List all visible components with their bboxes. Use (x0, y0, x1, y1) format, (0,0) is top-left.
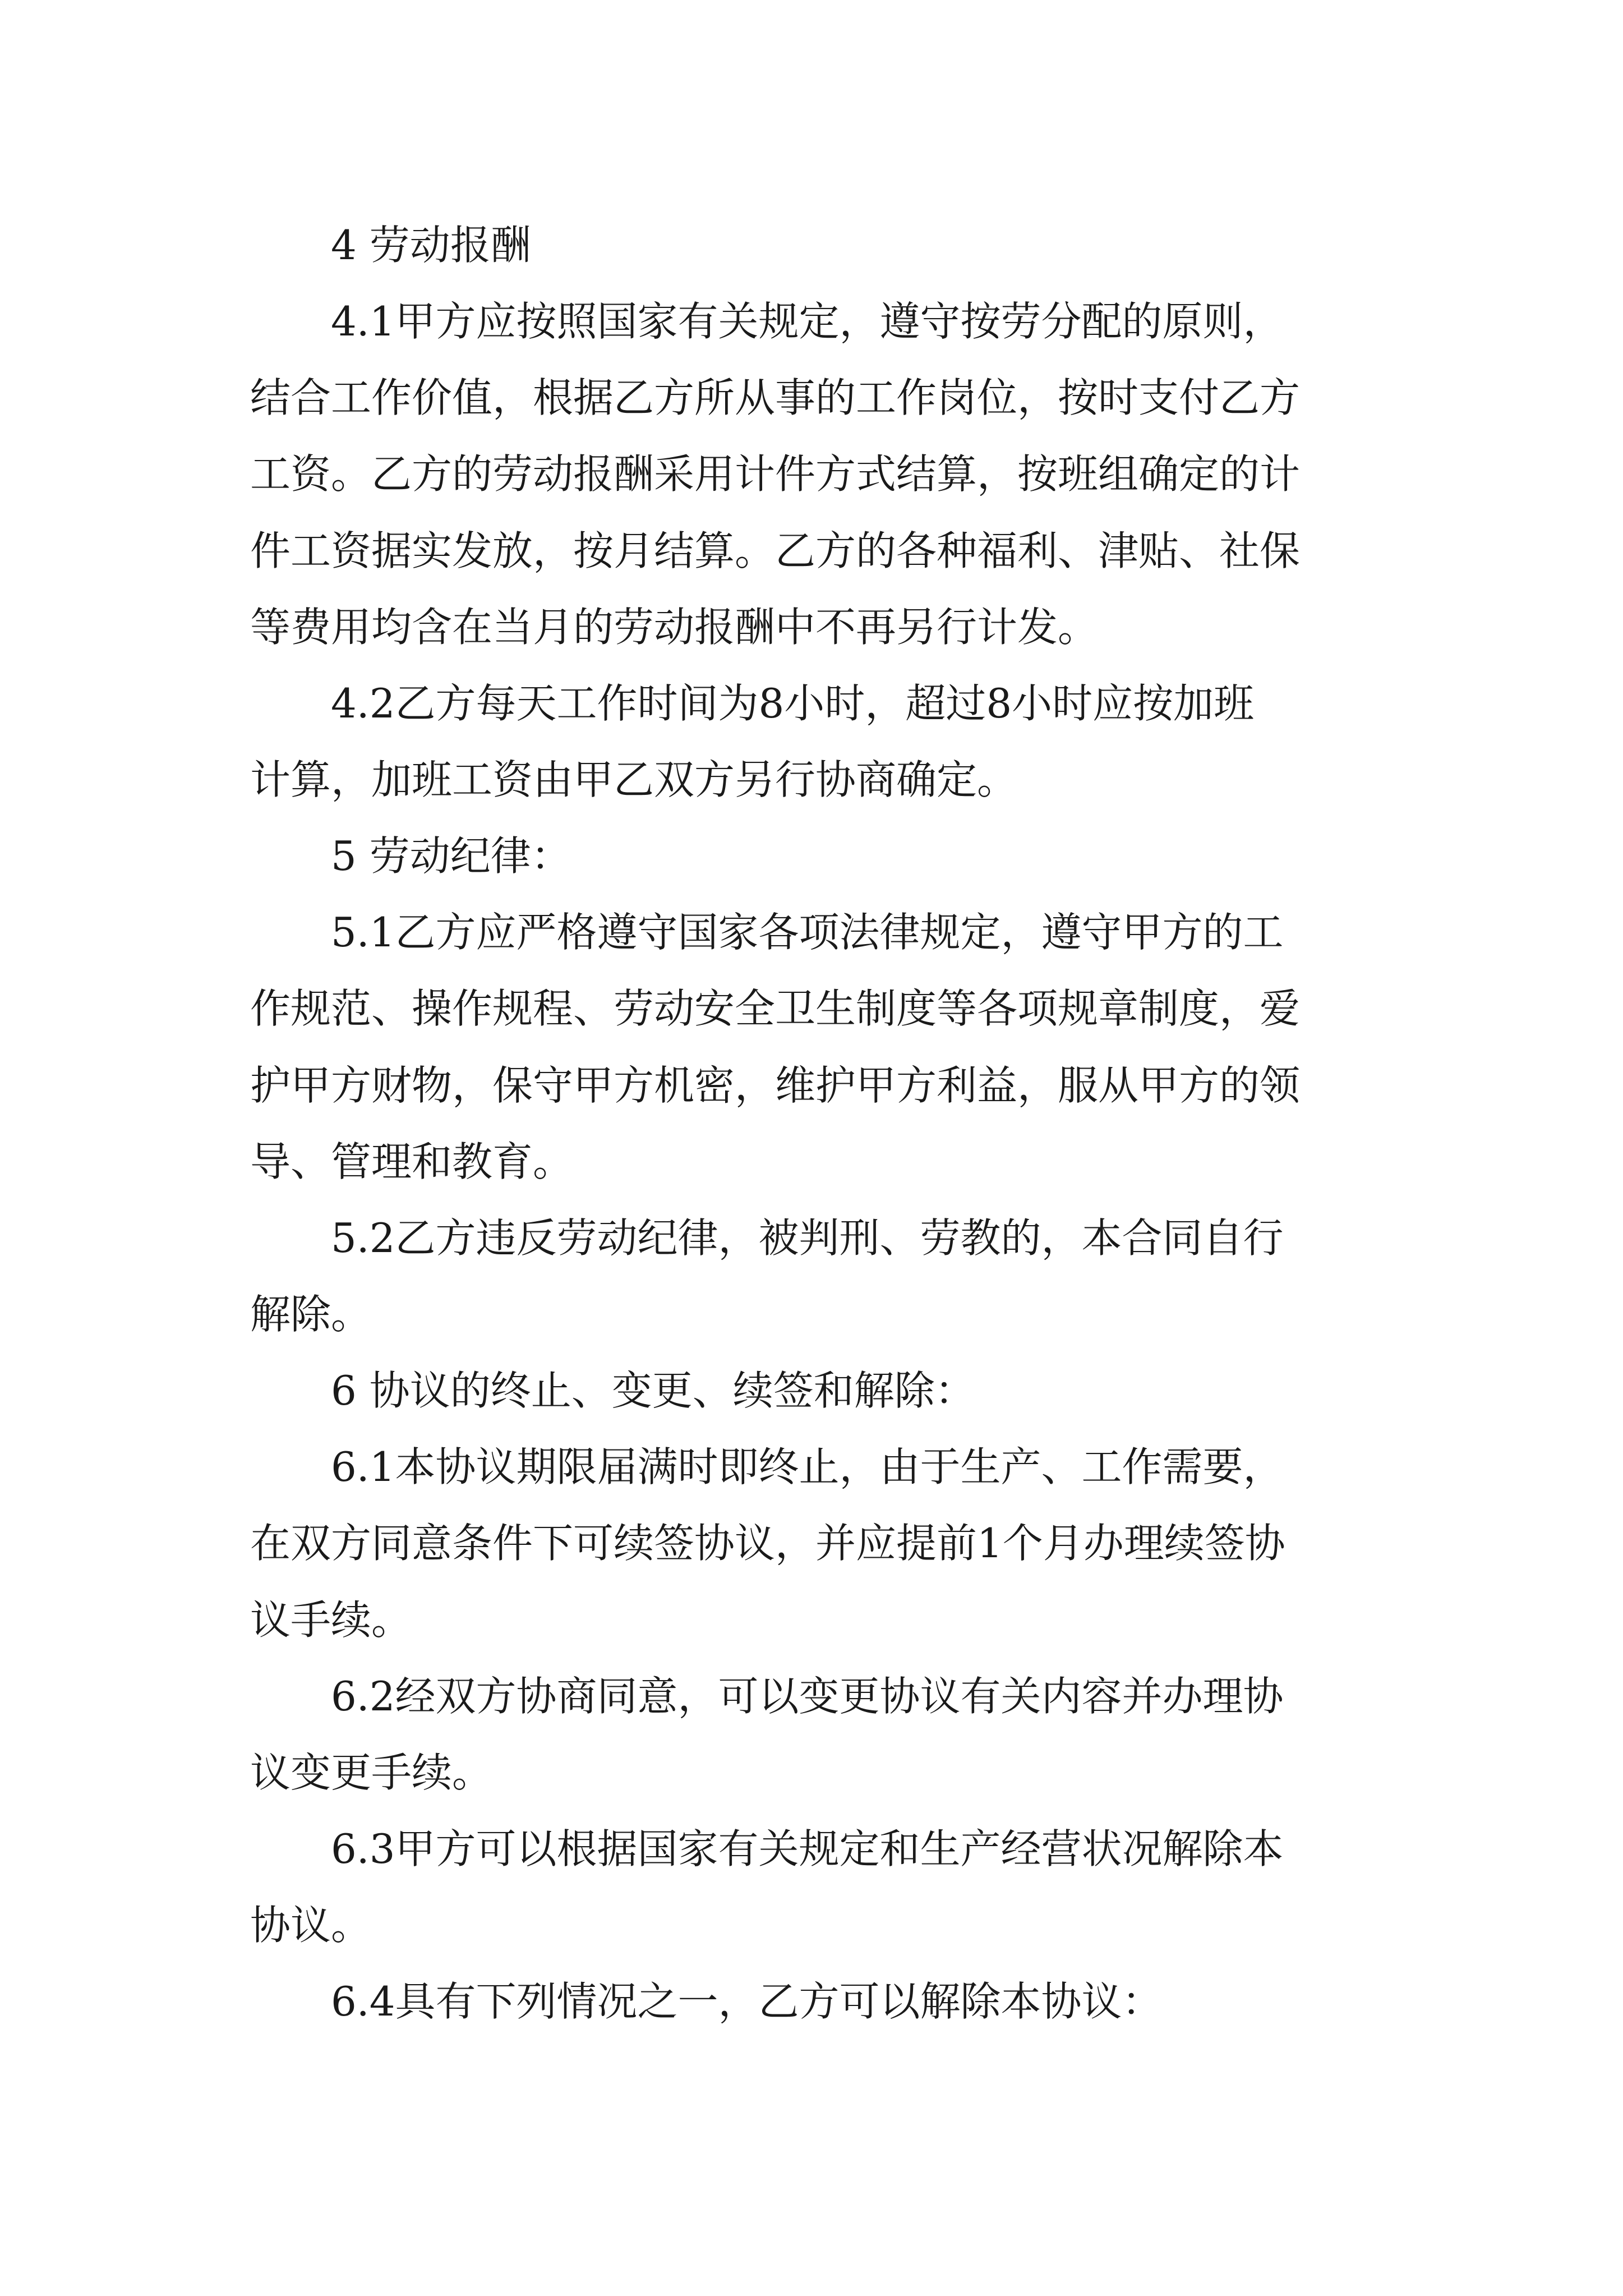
paragraph-line: 6.4具有下列情况之一，乙方可以解除本协议： (331, 1978, 1163, 2025)
paragraph-line: 议变更手续。 (250, 1749, 493, 1796)
paragraph-line: 作规范、操作规程、劳动安全卫生制度等各项规章制度，爱 (250, 985, 1301, 1032)
paragraph-line: 5.1乙方应严格遵守国家各项法律规定，遵守甲方的工 (331, 909, 1284, 956)
section-heading-4: 4 劳动报酬 (331, 222, 531, 269)
paragraph-line: 工资。乙方的劳动报酬采用计件方式结算，按班组确定的计 (250, 450, 1301, 498)
paragraph-line: 解除。 (250, 1291, 372, 1338)
section-heading-6: 6 协议的终止、变更、续签和解除： (331, 1367, 975, 1414)
paragraph-line: 议手续。 (250, 1596, 412, 1644)
paragraph-line: 6.3甲方可以根据国家有关规定和生产经营状况解除本 (331, 1825, 1284, 1872)
paragraph-line: 导、管理和教育。 (250, 1138, 574, 1185)
paragraph-line: 协议。 (250, 1902, 372, 1949)
section-heading-5: 5 劳动纪律： (331, 832, 571, 880)
paragraph-line: 6.1本协议期限届满时即终止，由于生产、工作需要， (331, 1443, 1284, 1490)
paragraph-line: 件工资据实发放，按月结算。乙方的各种福利、津贴、社保 (250, 527, 1301, 574)
paragraph-line: 护甲方财物，保守甲方机密，维护甲方利益，服从甲方的领 (250, 1062, 1301, 1109)
paragraph-line: 计算，加班工资由甲乙双方另行协商确定。 (250, 756, 1018, 803)
paragraph-line: 结合工作价值，根据乙方所从事的工作岗位，按时支付乙方 (250, 374, 1301, 421)
paragraph-line: 5.2乙方违反劳动纪律，被判刑、劳教的，本合同自行 (331, 1214, 1284, 1262)
paragraph-line: 6.2经双方协商同意，可以变更协议有关内容并办理协 (331, 1673, 1284, 1720)
paragraph-line: 在双方同意条件下可续签协议，并应提前1个月办理续签协 (250, 1520, 1285, 1567)
paragraph-line: 4.1甲方应按照国家有关规定，遵守按劳分配的原则， (331, 298, 1284, 345)
paragraph-line: 4.2乙方每天工作时间为8小时，超过8小时应按加班 (331, 680, 1255, 727)
paragraph-line: 等费用均含在当月的劳动报酬中不再另行计发。 (250, 604, 1099, 651)
